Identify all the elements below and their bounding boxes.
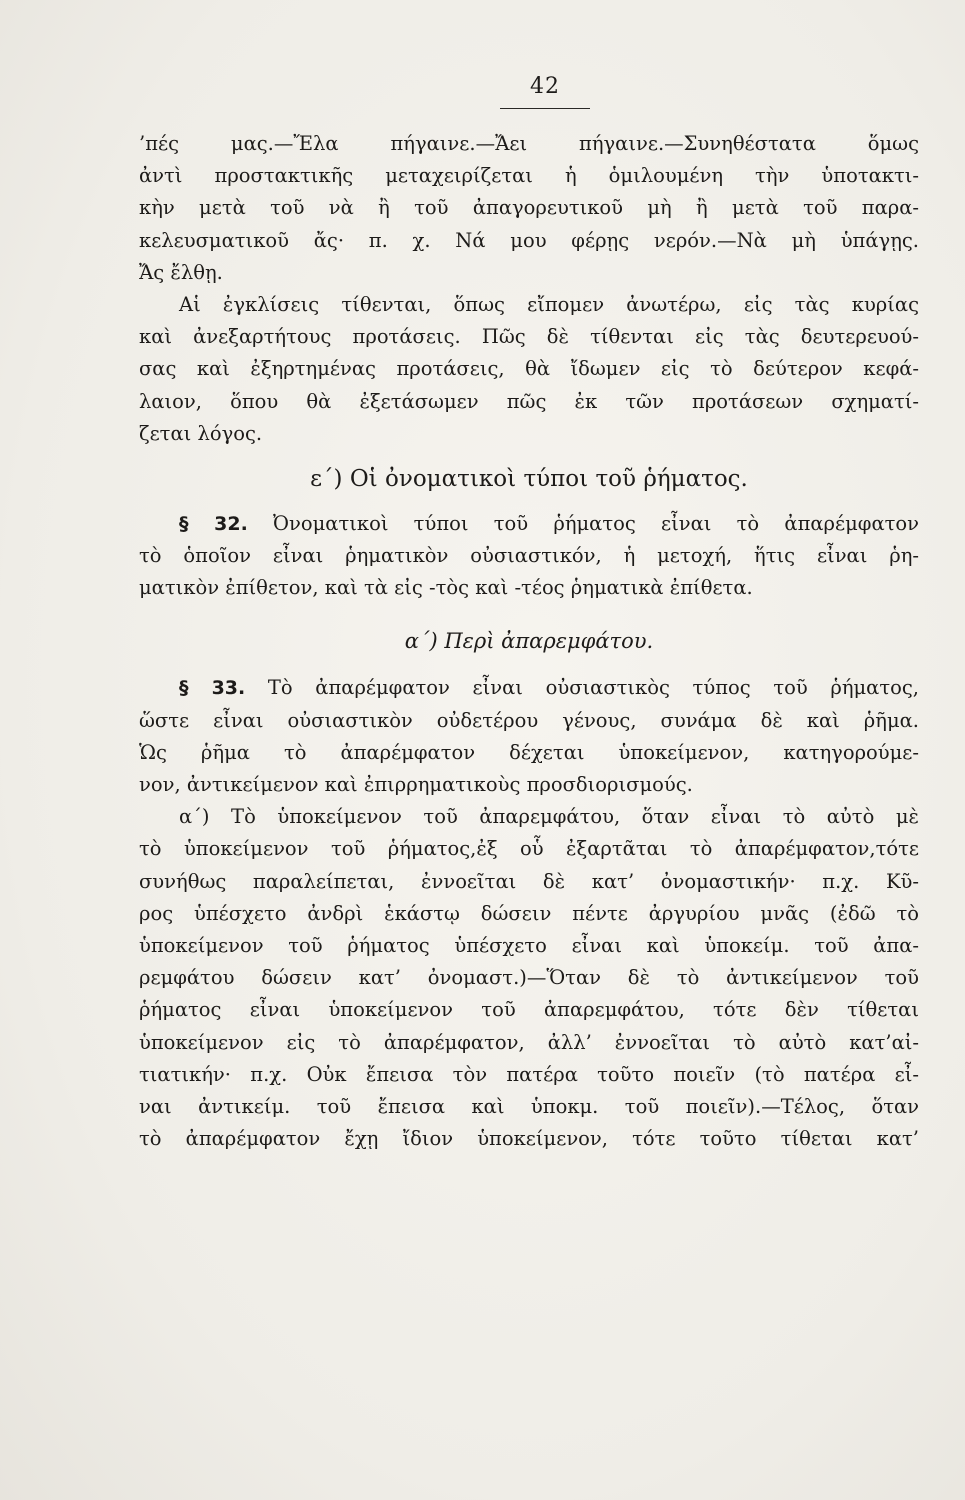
text-line: ματικὸν ἐπίθετον, καὶ τὰ εἰς -τὸς καὶ -τέος ῥηματικὰ ἐπίθετα.	[139, 576, 753, 600]
text-line: ρεμφάτου δώσειν κατ’ ὀνομαστ.)—Ὅταν δὲ τὸ ἀντικείμενον τοῦ	[139, 966, 919, 990]
text-line: λαιον, ὅπου θὰ ἐξετάσωμεν πῶς ἐκ τῶν προτάσεων σχηματί-	[139, 389, 919, 413]
section-number-33: § 33.	[179, 677, 246, 700]
text-line: καὶ ἀνεξαρτήτους προτάσεις. Πῶς δὲ τίθενται εἰς τὰς δευτερευού-	[139, 325, 919, 349]
text-line: κελευσματικοῦ ἄς· π. χ. Νά μου φέρῃς νερόν.—Νὰ μὴ ὑπάγῃς.	[139, 228, 919, 252]
text-line: ζεται λόγος.	[139, 421, 263, 445]
text-line: α΄) Τὸ ὑποκείμενον τοῦ ἀπαρεμφάτου, ὅταν εἶναι τὸ αὐτὸ μὲ	[179, 805, 919, 829]
section-number-32: § 32.	[179, 512, 248, 535]
text-line: ὑποκείμενον εἰς τὸ ἀπαρέμφατον, ἀλλ’ ἐννοεῖται τὸ αὐτὸ κατ’αἰ-	[139, 1030, 919, 1054]
text-line: τὸ ὁποῖον εἶναι ῥηματικὸν οὐσιαστικόν, ἡ μετοχή, ἥτις εἶναι ῥη-	[139, 544, 919, 568]
page-number: 42	[530, 74, 560, 99]
paragraph-text: Ὀνοματικοὶ τύποι τοῦ ῥήματος εἶναι τὸ ἀπαρέμφατον	[273, 511, 919, 535]
text-line: Ἄς ἔλθῃ.	[139, 260, 223, 284]
paragraph-32-first-line	[139, 508, 919, 540]
text-line: σας καὶ ἐξηρτημένας προτάσεις, θὰ ἴδωμεν εἰς τὸ δεύτερον κεφά-	[139, 357, 919, 381]
text-line: τιατικήν· π.χ. Οὐκ ἔπεισα τὸν πατέρα τοῦτο ποιεῖν (τὸ πατέρα εἶ-	[139, 1062, 919, 1086]
section-heading: ε΄) Οἱ ὀνοματικοὶ τύποι τοῦ ῥήματος.	[310, 465, 748, 492]
text-line: ’πές μας.—Ἔλα πήγαινε.—Ἄει πήγαινε.—Συνηθέστατα ὅμως	[139, 132, 919, 155]
text-line: ναι ἀντικείμ. τοῦ ἔπεισα καὶ ὑποκμ. τοῦ ποιεῖν).—Τέλος, ὅταν	[139, 1094, 919, 1118]
text-line: ρος ὑπέσχετο ἀνδρὶ ἑκάστῳ δώσειν πέντε ἀργυρίου μνᾶς (ἐδῶ τὸ	[139, 901, 919, 925]
text-line: Αἱ ἐγκλίσεις τίθενται, ὅπως εἴπομεν ἀνωτέρω, εἰς τὰς κυρίας	[179, 292, 919, 316]
text-line: ῥήματος εἶναι ὑποκείμενον τοῦ ἀπαρεμφάτου, τότε δὲν τίθεται	[139, 998, 919, 1022]
text-line: ἀντὶ προστακτικῆς μεταχειρίζεται ἡ ὁμιλουμένη τὴν ὑποτακτι-	[139, 164, 919, 188]
text-line: κὴν μετὰ τοῦ νὰ ἢ τοῦ ἀπαγορευτικοῦ μὴ ἢ μετὰ τοῦ παρα-	[139, 196, 919, 220]
text-line: συνήθως παραλείπεται, ἐννοεῖται δὲ κατ’ ὀνομαστικήν· π.χ. Κῦ-	[139, 869, 919, 893]
page-text	[139, 128, 919, 1155]
paragraph-33-first-line	[139, 672, 919, 704]
text-line: τὸ ὑποκείμενον τοῦ ῥήματος,ἐξ οὗ ἐξαρτᾶται τὸ ἀπαρέμφατον,τότε	[139, 837, 919, 861]
text-line: ὑποκείμενον τοῦ ῥήματος ὑπέσχετο εἶναι καὶ ὑποκείμ. τοῦ ἀπα-	[139, 933, 919, 957]
paragraph-text: Τὸ ἀπαρέμφατον εἶναι οὐσιαστικὸς τύπος τοῦ ῥήματος,	[267, 676, 919, 700]
text-line: Ὡς ῥῆμα τὸ ἀπαρέμφατον δέχεται ὑποκείμενον, κατηγορούμε-	[139, 740, 919, 764]
subsection-heading: α΄) Περὶ ἀπαρεμφάτου.	[404, 629, 654, 654]
text-line: νον, ἀντικείμενον καὶ ἐπιρρηματικοὺς προσδιορισμούς.	[139, 773, 693, 796]
text-line: ὥστε εἶναι οὐσιαστικὸν οὐδετέρου γένους, συνάμα δὲ καὶ ῥῆμα.	[139, 708, 919, 732]
page-number-rule	[500, 108, 590, 109]
text-line: τὸ ἀπαρέμφατον ἔχῃ ἴδιον ὑποκείμενον, τότε τοῦτο τίθεται κατ’	[139, 1127, 919, 1151]
